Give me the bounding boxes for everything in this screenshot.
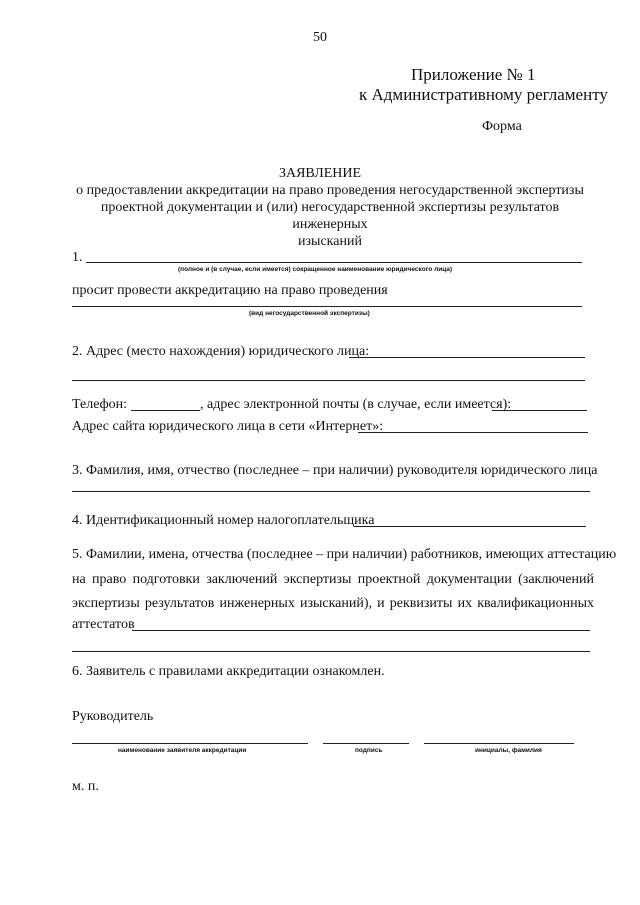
employees-field[interactable] [132,630,590,631]
document-subtitle [70,182,590,250]
subtitle-line: изысканий [298,234,362,249]
website-field[interactable] [358,432,588,433]
address-label: 2. Адрес (место нахождения) юридического лица: [72,344,370,359]
inn-field[interactable] [354,526,586,527]
website-label: Адрес сайта юридического лица в сети «Интернет»: [72,419,384,434]
director-name-field[interactable] [72,491,590,492]
employees-field-continued[interactable] [72,651,590,652]
initials-field[interactable] [424,743,574,744]
applicant-name-caption: (полное и (в случае, если имеется) сокращенное наименование юридического лица) [178,266,453,273]
form-label: Форма [482,119,522,134]
address-field[interactable] [349,357,585,358]
director-name-label: 3. Фамилия, имя, отчество (последнее – при наличии) руководителя юридического лица [72,463,598,478]
request-text: просит провести аккредитацию на право проведения [72,283,388,298]
employees-text-line: на право подготовки заключений экспертизы проектной документации (заключений [72,572,594,587]
subtitle-line: о предоставлении аккредитации на право проведения негосударственной экспертизы [76,183,584,198]
applicant-name-field[interactable] [86,262,582,263]
phone-field[interactable] [131,410,200,411]
page-number: 50 [313,30,327,45]
expertise-type-caption: (вид негосударственной экспертизы) [249,310,370,317]
signature-caption: подпись [355,747,383,754]
appendix-reference: к Административному регламенту [359,85,608,104]
expertise-type-field[interactable] [72,306,582,307]
initials-caption: инициалы, фамилия [475,747,542,754]
phone-label: Телефон: [72,397,128,412]
signature-field[interactable] [323,743,409,744]
director-role-label: Руководитель [72,709,154,724]
employees-text-line: экспертизы результатов инженерных изысканий), и реквизиты их квалификационных [72,596,594,611]
stamp-label: м. п. [72,779,99,794]
email-label: , адрес электронной почты (в случае, если имеется): [200,397,512,412]
subtitle-line: проектной документации и (или) негосударственной экспертизы результатов инженерных [100,200,560,232]
section1-number: 1. [72,250,83,265]
employees-last-word: аттестатов [72,617,135,632]
applicant-name-signature-field[interactable] [72,743,308,744]
document-title: ЗАЯВЛЕНИЕ [278,166,362,181]
rules-acknowledgement: 6. Заявитель с правилами аккредитации ознакомлен. [72,664,385,679]
email-field[interactable] [492,410,587,411]
inn-label: 4. Идентификационный номер налогоплательщика [72,513,375,528]
applicant-name-signature-caption: наименование заявителя аккредитации [118,747,247,754]
address-field-continued[interactable] [72,380,585,381]
employees-text-line: 5. Фамилии, имена, отчества (последнее – при наличии) работников, имеющих аттестацию [72,547,617,562]
appendix-number: Приложение № 1 [411,65,536,84]
